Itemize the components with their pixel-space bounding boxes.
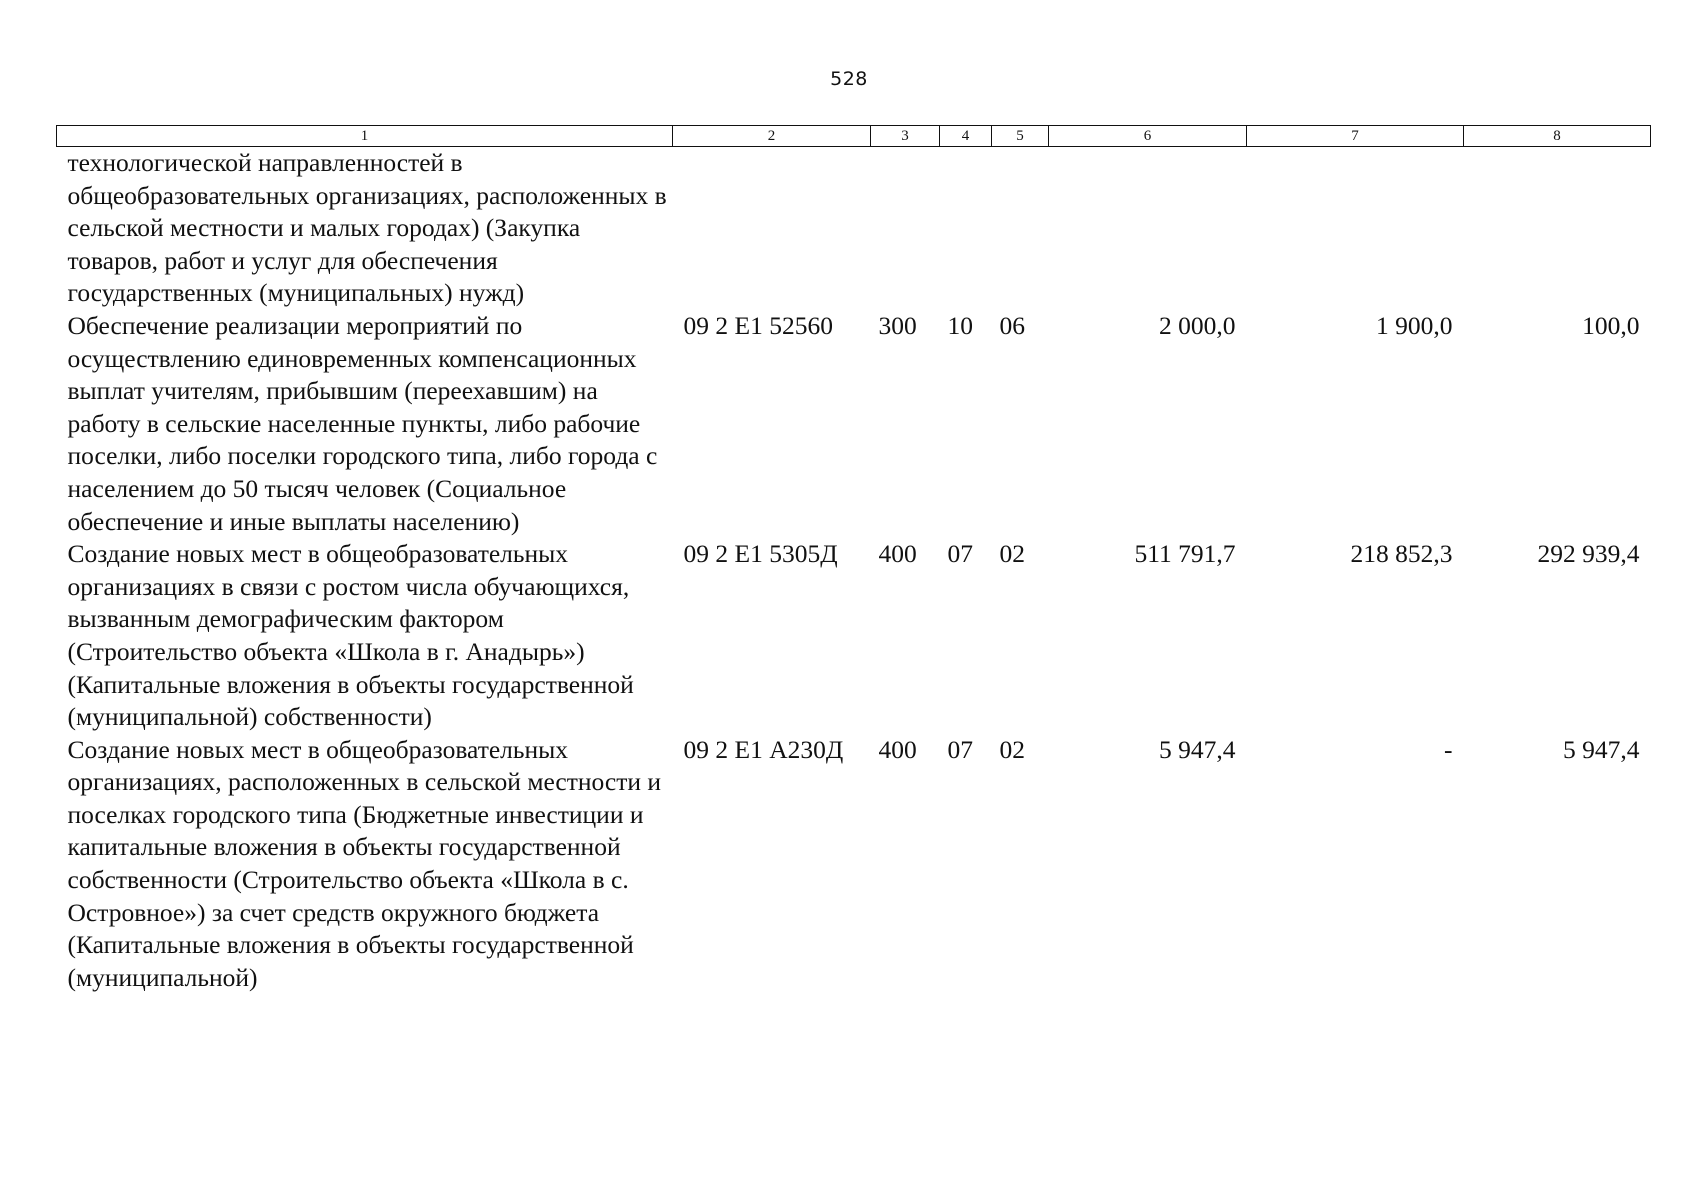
table-header [57, 126, 1651, 147]
row-target-code: 09 2 E1 52560 [683, 310, 833, 340]
row-target-code: 09 2 E1 5305Д [683, 539, 838, 569]
table-row [57, 310, 1651, 538]
budget-table [56, 125, 1651, 994]
row-expense-type [871, 147, 940, 310]
column-number-8: 8 [1464, 126, 1651, 147]
table-row [57, 147, 1651, 310]
row-subsection: 02 [999, 539, 1025, 569]
row-amount-federal: - [1444, 734, 1453, 764]
row-amount-federal: 218 852,3 [1350, 539, 1453, 569]
row-amount-regional: 5 947,4 [1563, 734, 1640, 764]
row-amount-total: 5 947,4 [1159, 734, 1236, 764]
row-expense-type: 400 [878, 734, 917, 764]
column-number-3: 3 [871, 126, 940, 147]
row-description: Создание новых мест в общеобразовательных организациях, расположенных в сельской местности и поселках городского типа (Бюджетные инвестиции и капитальные вложения в объекты государственной собственности (Строительство объекта «Школа в с. Островное») за счет средств окружного бюджета (Капитальные вложения в объекты государственной (муниципальной) [67, 734, 662, 992]
column-number-4: 4 [940, 126, 992, 147]
row-amount-total: 511 791,7 [1134, 539, 1236, 569]
row-amount-federal [1247, 147, 1464, 310]
table-body [57, 147, 1651, 995]
row-expense-type: 300 [878, 310, 917, 340]
column-number-1: 1 [57, 126, 673, 147]
row-description: технологической направленностей в общеобразовательных организациях, расположенных в сельской местности и малых городах) (Закупка товаров, работ и услуг для обеспечения государственных (муниципальных) нужд) [67, 148, 667, 308]
column-number-7: 7 [1247, 126, 1464, 147]
table-row [57, 734, 1651, 995]
row-subsection: 06 [999, 310, 1025, 340]
row-target-code [673, 147, 871, 310]
row-expense-type: 400 [878, 539, 917, 569]
column-number-row [57, 126, 1651, 147]
row-section: 07 [947, 734, 973, 764]
row-section [940, 147, 992, 310]
row-amount-federal: 1 900,0 [1376, 310, 1453, 340]
row-amount-regional: 292 939,4 [1537, 539, 1640, 569]
table-row [57, 538, 1651, 734]
column-number-2: 2 [673, 126, 871, 147]
row-subsection [992, 147, 1049, 310]
row-description: Обеспечение реализации мероприятий по осуществлению единовременных компенсационных выплат учителям, прибывшим (переехавшим) на работу в сельские населенные пункты, либо рабочие поселки, либо поселки городского типа, либо города с населением до 50 тысяч человек (Социальное обеспечение и иные выплаты населению) [67, 310, 658, 536]
row-description: Создание новых мест в общеобразовательных организациях в связи с ростом числа обучающихся, вызванным демографическим фактором (Строительство объекта «Школа в г. Анадырь») (Капитальные вложения в объекты государственной (муниципальной) собственности) [67, 539, 634, 732]
row-subsection: 02 [999, 734, 1025, 764]
row-amount-regional [1464, 147, 1651, 310]
row-section: 10 [947, 310, 973, 340]
row-amount-total: 2 000,0 [1159, 310, 1236, 340]
row-section: 07 [947, 539, 973, 569]
row-target-code: 09 2 E1 А230Д [683, 734, 844, 764]
column-number-5: 5 [992, 126, 1049, 147]
row-amount-regional: 100,0 [1582, 310, 1640, 340]
column-number-6: 6 [1049, 126, 1247, 147]
row-amount-total [1049, 147, 1247, 310]
page-number: 528 [830, 68, 868, 90]
